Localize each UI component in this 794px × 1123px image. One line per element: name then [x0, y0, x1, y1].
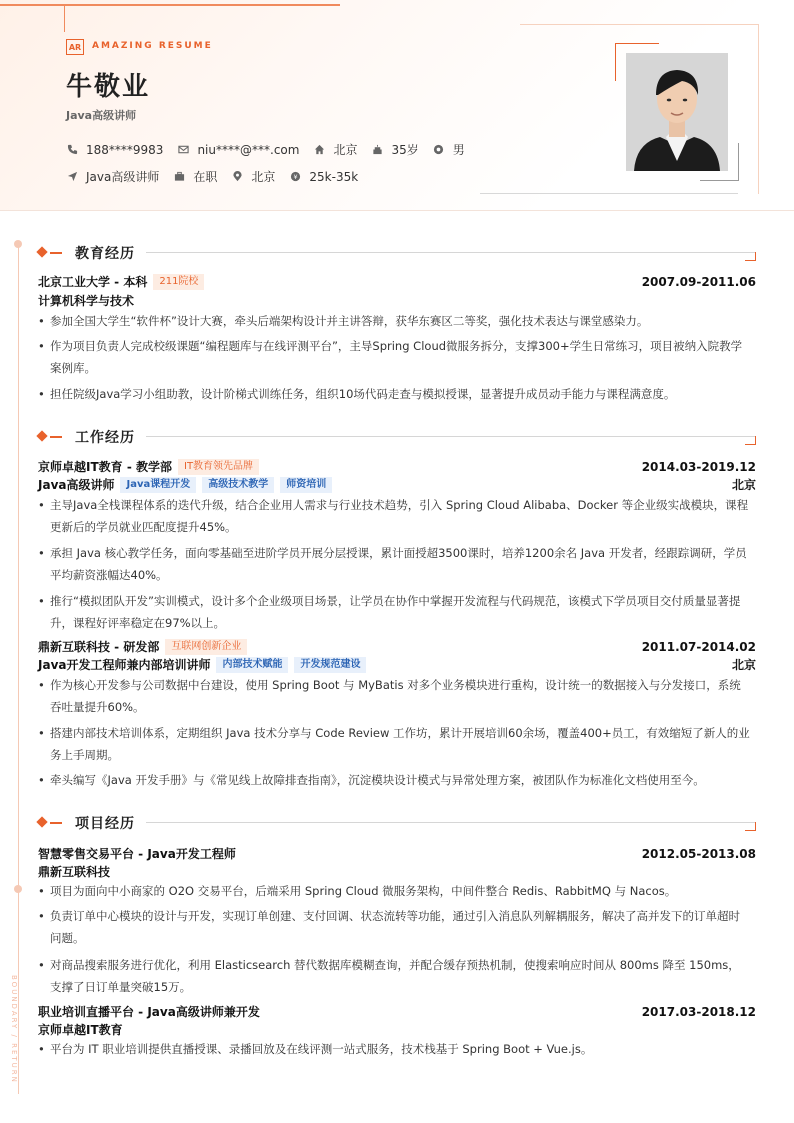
skill-tag: 开发规范建设 [294, 657, 366, 673]
list-item: • 对商品搜索服务进行优化，利用 Elasticsearch 替代数据库模糊查询，并配合缓存预热机制，使搜索响应时间从 800ms 降至 150ms，支撑了日订单量突破15万。 [38, 954, 750, 998]
section-dash [50, 436, 62, 438]
contact-row-1 [66, 141, 479, 158]
header-divider [480, 193, 738, 194]
school-name: 北京工业大学 - 本科 [38, 275, 148, 289]
skill-tag: 内部技术赋能 [216, 657, 288, 673]
job-date: 2014.03-2019.12 [641, 459, 756, 474]
list-item: • 承担 Java 核心教学任务，面向零基础至进阶学员开展分层授课，累计面授超3500课时，培养1200余名 Java 开发者，经跟踪调研，学员平均薪资涨幅达40%。 [38, 542, 750, 586]
section-diamond-icon [36, 430, 47, 441]
position-item [66, 168, 159, 185]
candidate-name: 牛敬业 [66, 72, 151, 102]
top-accent-line [0, 4, 340, 6]
side-watermark-text: BOUNDARY / RETURN [10, 975, 18, 1084]
candidate-title: Java高级讲师 [66, 109, 137, 122]
timeline-dot [14, 240, 22, 248]
section-title: 项目经历 [75, 816, 135, 832]
skill-tag: 高级技术教学 [202, 477, 274, 493]
city-item [231, 168, 275, 185]
hometown-text: 北京 [333, 143, 358, 157]
phone-item [66, 143, 163, 157]
education-date: 2007.09-2011.06 [641, 274, 756, 289]
frame-vline [758, 24, 759, 194]
company-tag: IT教育领先品牌 [178, 459, 259, 475]
section-corner [745, 252, 756, 261]
section-rule [146, 252, 756, 253]
contact-row-2 [66, 168, 372, 185]
status-text: 在职 [193, 170, 218, 184]
skill-tag: 师资培训 [280, 477, 332, 493]
brand-badge: AR [66, 39, 84, 55]
education-major-row [38, 292, 756, 309]
job-role: Java开发工程师兼内部培训讲师 [38, 658, 211, 672]
photo-frame-corner [700, 180, 738, 181]
list-item: • 项目为面向中小商家的 O2O 交易平台，后端采用 Spring Cloud 微服务架构，中间件整合 Redis、RabbitMQ 与 Nacos。 [38, 880, 750, 902]
job-header [38, 458, 756, 475]
list-item: • 参加全国大学生“软件杯”设计大赛，牵头后端架构设计并主讲答辩，获华东赛区二等奖，强化技术表达与课堂感染力。 [38, 310, 750, 332]
project-company-row [38, 863, 756, 880]
company-tag: 互联网创新企业 [165, 639, 247, 655]
photo-frame-corner [738, 143, 739, 181]
section-rule [146, 822, 756, 823]
phone-icon [66, 144, 78, 156]
project-date: 2012.05-2013.08 [641, 846, 756, 861]
section-work [38, 426, 756, 446]
job-role-row [38, 656, 756, 673]
skill-tag: Java课程开发 [120, 477, 196, 493]
list-item: • 牵头编写《Java 开发手册》与《常见线上故障排查指南》，沉淀模块设计模式与异常处理方案，被团队作为标准化文档使用至今。 [38, 769, 750, 791]
company-name: 京师卓越IT教育 - 教学部 [38, 460, 172, 474]
section-corner [745, 822, 756, 831]
section-title: 教育经历 [75, 246, 135, 262]
home-icon [313, 144, 325, 156]
section-projects [38, 812, 756, 832]
send-icon [66, 171, 78, 183]
gender-icon [433, 144, 445, 156]
list-item: • 作为项目负责人完成校级课题“编程题库与在线评测平台”，主导Spring Cloud微服务拆分，支撑300+学生日常练习，项目被纳入院教学案例库。 [38, 335, 750, 379]
position-text: Java高级讲师 [86, 170, 160, 184]
project-date: 2017.03-2018.12 [641, 1004, 756, 1019]
brand-text: AMAZING RESUME [92, 41, 213, 51]
profile-photo [626, 53, 728, 171]
email-text: niu****@***.com [197, 142, 300, 157]
project-company: 京师卓越IT教育 [38, 1023, 123, 1037]
job-role-row [38, 476, 756, 493]
project-header [38, 845, 756, 862]
major: 计算机科学与技术 [38, 294, 135, 308]
photo-frame-corner [615, 43, 659, 44]
list-item: • 平台为 IT 职业培训提供直播授课、录播回放及在线评测一站式服务，技术栈基于 Spring Boot + Vue.js。 [38, 1038, 750, 1060]
job-role: Java高级讲师 [38, 478, 115, 492]
timeline-line [18, 244, 19, 1094]
briefcase-icon [173, 171, 185, 183]
photo-frame-corner [615, 43, 616, 81]
section-education [38, 242, 756, 262]
school-tag: 211院校 [153, 274, 204, 290]
section-dash [50, 822, 62, 824]
project-company-row [38, 1021, 756, 1038]
salary-text: 25k-35k [309, 169, 359, 184]
gender-item [433, 141, 465, 158]
section-corner [745, 436, 756, 445]
cake-icon [371, 144, 383, 156]
gender-text: 男 [452, 143, 465, 157]
project-title: 智慧零售交易平台 - Java开发工程师 [38, 847, 236, 861]
section-title: 工作经历 [75, 430, 135, 446]
project-header [38, 1003, 756, 1020]
job-city: 北京 [731, 658, 756, 672]
list-item: • 负责订单中心模块的设计与开发，实现订单创建、支付回调、状态流转等功能，通过引入消息队列解耦服务，解决了高并发下的订单超时问题。 [38, 905, 750, 949]
list-item: • 搭建内部技术培训体系，定期组织 Java 技术分享与 Code Review 工作坊，累计开展培训60余场，覆盖400+员工，有效缩短了新人的业务上手周期。 [38, 722, 750, 766]
city-text: 北京 [251, 170, 276, 184]
section-diamond-icon [36, 816, 47, 827]
list-item: • 推行“模拟团队开发”实训模式，设计多个企业级项目场景，让学员在协作中掌握开发流程与代码规范，该模式下学员项目交付质量显著提升，课程好评率稳定在97%以上。 [38, 590, 750, 634]
project-title: 职业培训直播平台 - Java高级讲师兼开发 [38, 1005, 260, 1019]
section-dash [50, 252, 62, 254]
salary-icon [289, 171, 301, 183]
phone-text: 188****9983 [86, 142, 164, 157]
salary-item [289, 170, 358, 184]
email-item [177, 143, 299, 157]
list-item: • 担任院级Java学习小组助教，设计阶梯式训练任务，组织10场代码走查与模拟授课，显著提升成员动手能力与课程满意度。 [38, 383, 750, 405]
list-item: • 主导Java全栈课程体系的迭代升级，结合企业用人需求与行业技术趋势，引入 Spring Cloud Alibaba、Docker 等企业级实战模块，课程更新后的学员就业匹配度提升45%。 [38, 494, 750, 538]
timeline-dot [14, 885, 22, 893]
job-header [38, 638, 756, 655]
top-accent-vline [64, 4, 65, 32]
section-rule [146, 436, 756, 437]
job-city: 北京 [731, 478, 756, 492]
location-pin-icon [231, 171, 243, 183]
company-name: 鼎新互联科技 - 研发部 [38, 640, 160, 654]
list-item: • 作为核心开发参与公司数据中台建设，使用 Spring Boot 与 MyBatis 对多个业务模块进行重构，设计统一的数据接入与分发接口，系统吞吐量提升60%。 [38, 674, 750, 718]
mail-icon [177, 144, 189, 156]
frame-line [520, 24, 758, 25]
education-header [38, 273, 756, 290]
project-company: 鼎新互联科技 [38, 865, 111, 879]
job-date: 2011.07-2014.02 [641, 639, 756, 654]
age-text: 35岁 [391, 143, 419, 157]
hometown-item [313, 141, 357, 158]
status-item [173, 168, 217, 185]
svg-text:¥: ¥ [293, 172, 298, 181]
age-item [371, 141, 418, 158]
section-diamond-icon [36, 246, 47, 257]
